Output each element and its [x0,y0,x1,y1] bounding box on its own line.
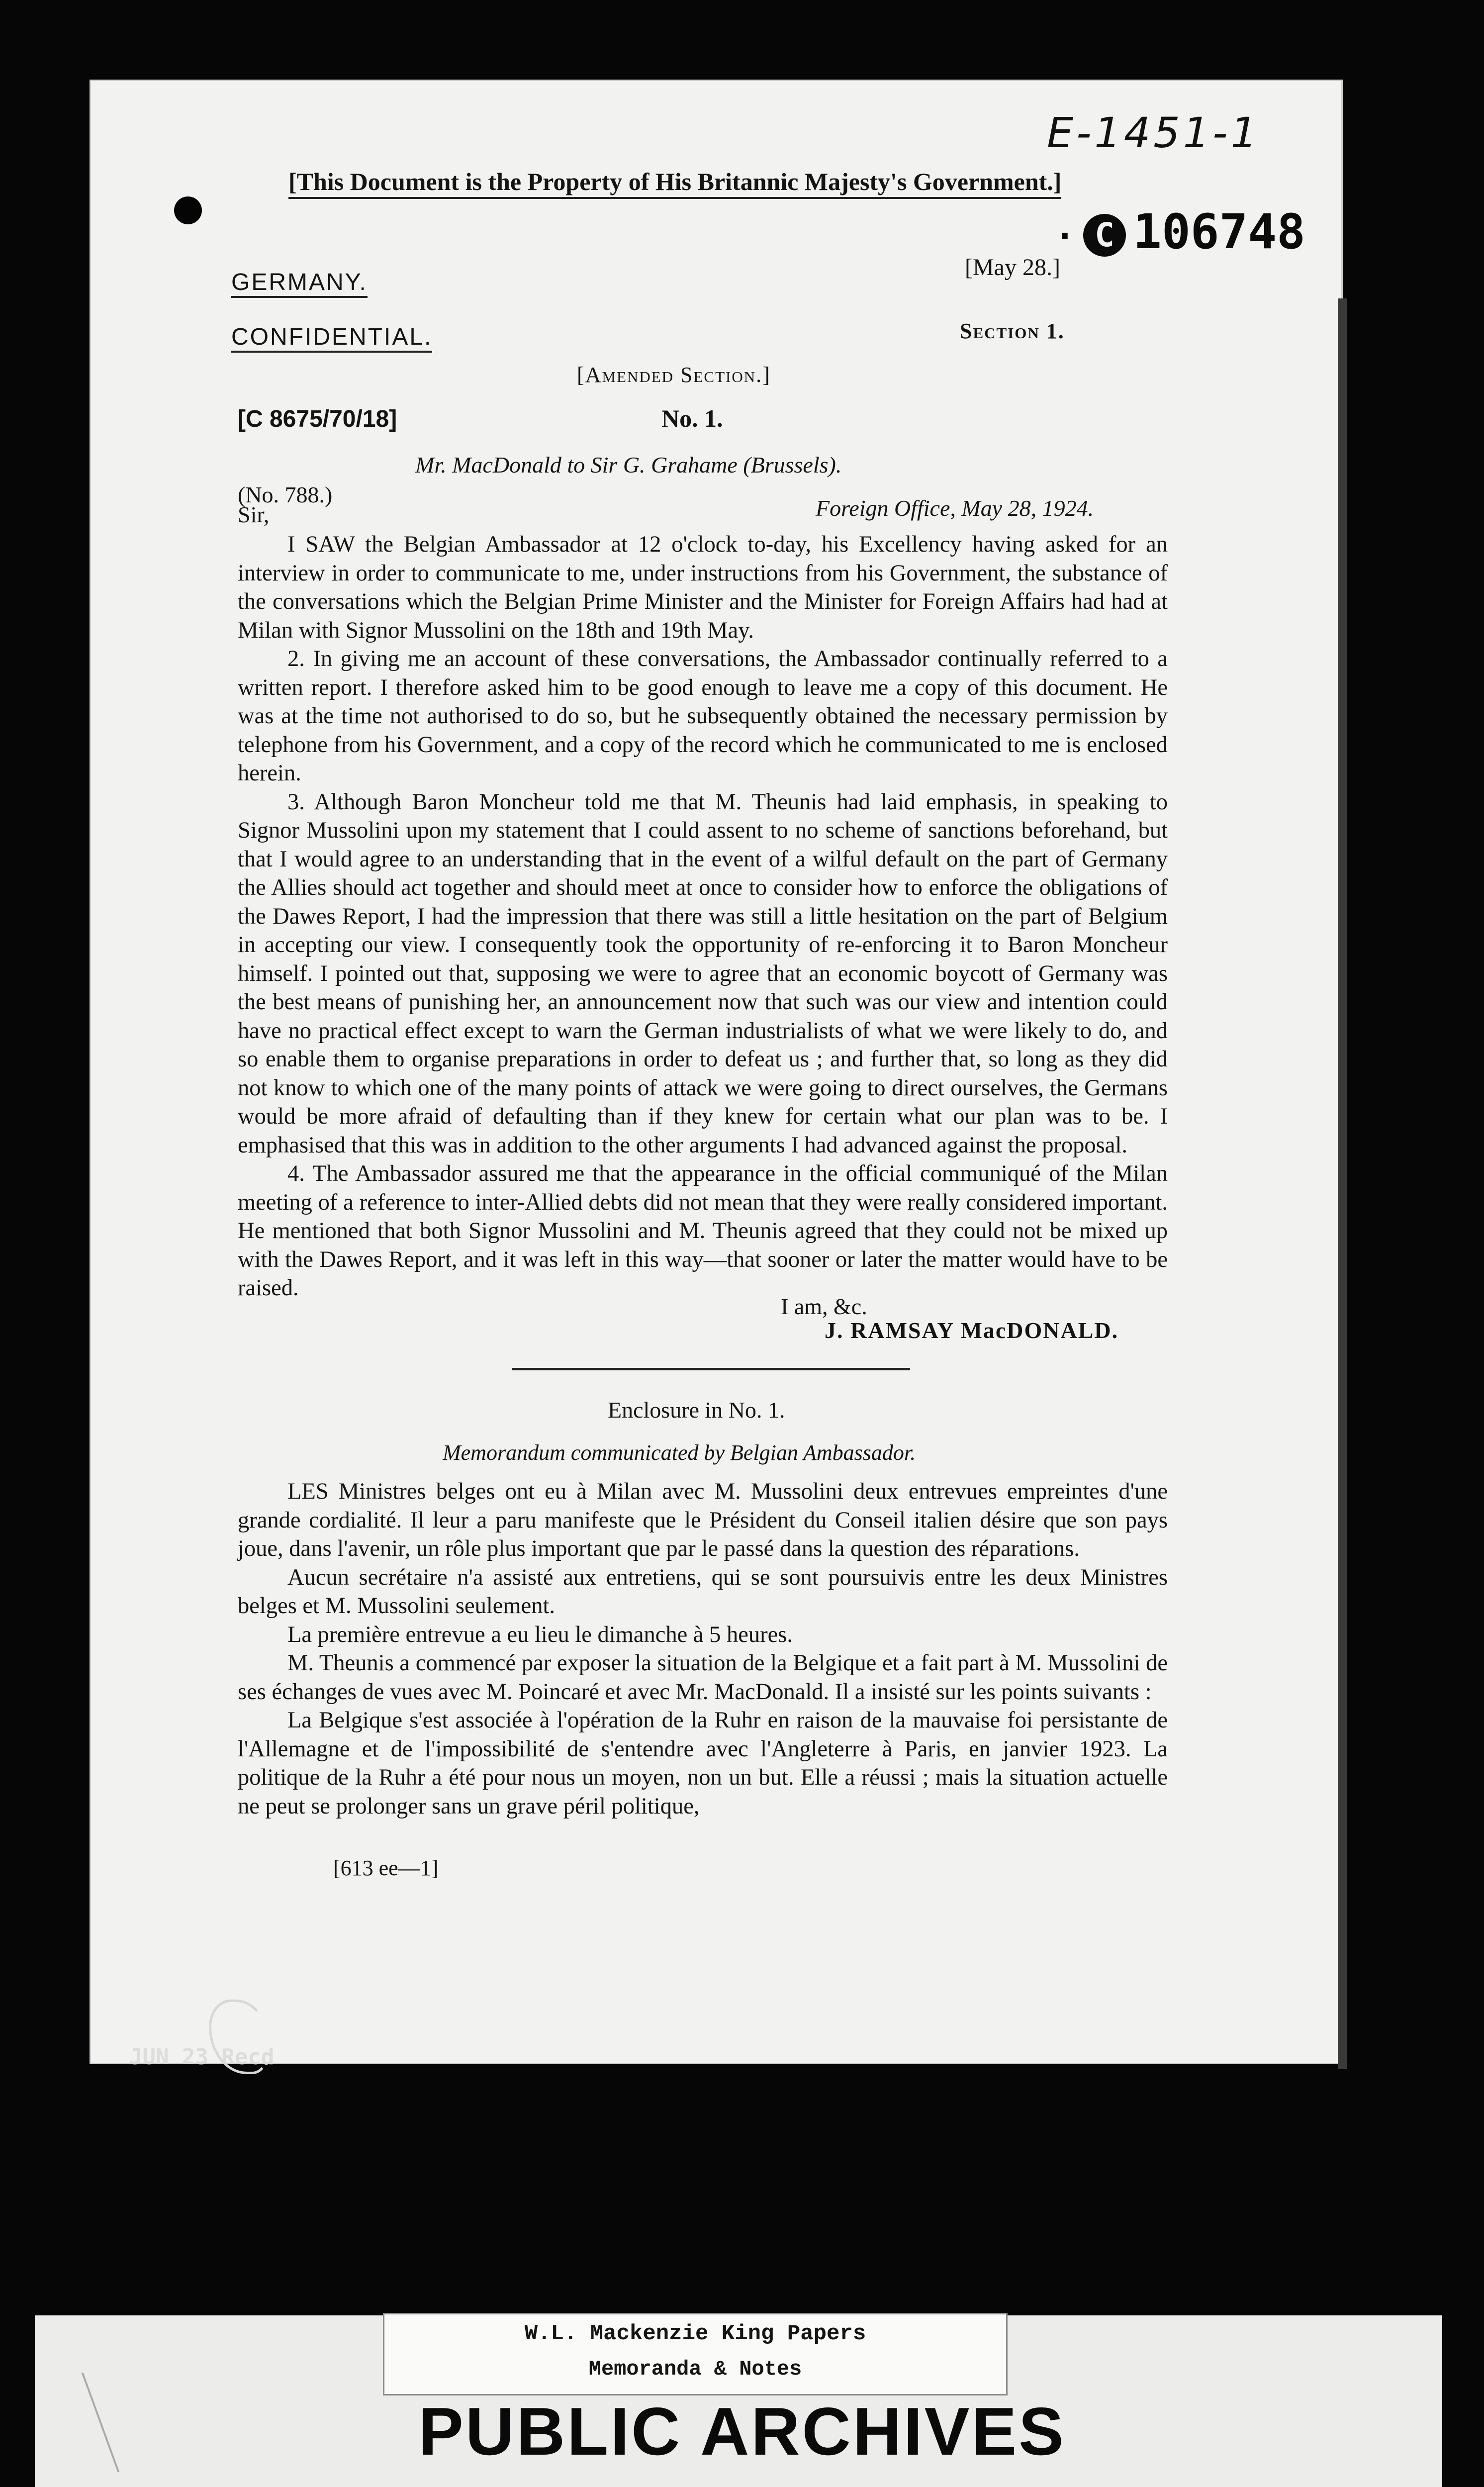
letter-paragraph: 4. The Ambassador assured me that the appearance in the official communiqué of the Milan meeting of a reference to inter-Allied debts did not mean that they were really considered important. He mentioned that both Signor Mussolini and M. Theunis agreed that they could not be mixed up with the Dawes Report, and it was left in this way—that sooner or later the matter would have to be raised. [238,1161,1168,1301]
country-heading: GERMANY. [231,269,368,298]
property-notice [288,167,1061,199]
handwritten-reference: E-1451-1 [1047,108,1260,157]
despatch-number: (No. 788.) [238,482,333,507]
stamp-dot: · [1054,216,1076,257]
letter-paragraph: I SAW the Belgian Ambassador at 12 o'clock to-day, his Excellency having asked for an interview in order to communicate to me, under instructions from his Government, the substance of the conversations which the Belgian Prime Minister and the Minister for Foreign Affairs had had at Milan with Signor Mussolini on the 18th and 19th May. [238,532,1168,643]
stamp-letter-icon: C [1083,214,1126,257]
document-number: No. 1. [661,404,723,432]
letter-paragraph: 3. Although Baron Moncheur told me that M. Theunis had laid emphasis, in speaking to Signor Mussolini upon my statement that I could assent to no scheme of sanctions beforehand, but that I would agree to an understanding that in the event of a wilful default on the part of Germany the Allies should act together and should meet at once to consider how to enforce the obligations of the Dawes Report, I had the impression that there was still a little hesitation on the part of Belgium in accepting our view. I consequently took the opportunity of re-enforcing it to Baron Moncheur himself. I pointed out that, supposing we were to agree that an economic boycott of Germany was the best means of punishing her, an announcement now that such was our view and intention could have no practical effect except to warn the German industrialists of what we were likely to do, and so enable them to organise preparations in order to defeat us ; and further that, so long as they did not know to which one of the many points of attack we were going to direct ourselves, the Germans would be more afraid of defaulting than if they knew for certain what our plan was to be. I emphasised that this was in addition to the other arguments I had advanced against the proposal. [238,789,1168,1158]
document-date: [May 28.] [965,254,1060,281]
memo-paragraph: LES Ministres belges ont eu à Milan avec M. Mussolini deux entrevues empreintes d'une grande cordialité. Il leur a paru manifeste que le Président du Conseil italien désire que son pays joue, dans l'avenir, un rôle plus important que par le passé dans la question des réparations. [238,1479,1168,1561]
memo-paragraph: La Belgique s'est associée à l'opération de la Ruhr en raison de la mauvaise foi persistante de l'Allemagne et de l'impossibilité de s'entendre avec l'Angleterre à Paris, en janvier 1923. La politique de la Ruhr a été pour nous un moyen, non un but. Elle a réussi ; mais la situation actuelle ne peut se prolonger sans un grave péril politique, [238,1708,1168,1819]
collection-name: W.L. Mackenzie King Papers [524,2321,866,2346]
memo-paragraph: La première entrevue a eu lieu le dimanche à 5 heures. [287,1622,793,1647]
correspondents: Mr. MacDonald to Sir G. Grahame (Brussels). [415,452,842,478]
received-stamp: JUN 23 Recd [129,2044,275,2070]
amended-label: [Amended Section.] [577,363,771,387]
memorandum-body [238,1477,1168,1820]
registry-stamp [1054,204,1305,260]
letter-body [238,530,1168,1303]
enclosure-heading: Enclosure in No. 1. [608,1397,785,1423]
section-label: Section 1. [960,319,1065,343]
print-code: [613 ee—1] [333,1856,439,1880]
letter-closing: I am, &c. [781,1294,867,1319]
signature: J. RAMSAY MacDONALD. [825,1318,1119,1343]
letter-paragraph: 2. In giving me an account of these conversations, the Ambassador continually referred to a written report. I therefore asked him to be good enough to leave me a copy of this document. He was at the time not authorised to do so, but he subsequently obtained the necessary permission by telephone from his Government, and a copy of the record which he communicated to me is enclosed herein. [238,646,1168,786]
page-edge-shadow [1338,298,1347,2069]
memo-paragraph: M. Theunis a commencé par exposer la situation de la Belgique et a fait part à M. Mussolini de ses échanges de vues avec M. Poincaré et avec Mr. MacDonald. Il a insisté sur les points suivants : [238,1650,1168,1705]
memo-paragraph: Aucun secrétaire n'a assisté aux entretiens, qui se sont poursuivis entre les deux Ministres belges et M. Mussolini seulement. [238,1564,1168,1619]
classification-heading: CONFIDENTIAL. [231,323,432,353]
collection-tag [383,2313,1008,2395]
section-divider [512,1368,910,1370]
memorandum-title: Memorandum communicated by Belgian Ambassador. [443,1440,916,1465]
archive-name-en: PUBLIC ARCHIVES [418,2393,1066,2469]
property-notice-text: [This Document is the Property of His Britannic Majesty's Government.] [288,167,1061,199]
dateline: Foreign Office, May 28, 1924. [816,495,1094,521]
file-reference: [C 8675/70/18] [238,406,397,432]
stamp-number: 106748 [1133,204,1305,260]
punch-hole [174,196,202,224]
salutation: Sir, [238,502,270,527]
collection-series: Memoranda & Notes [588,2357,802,2381]
